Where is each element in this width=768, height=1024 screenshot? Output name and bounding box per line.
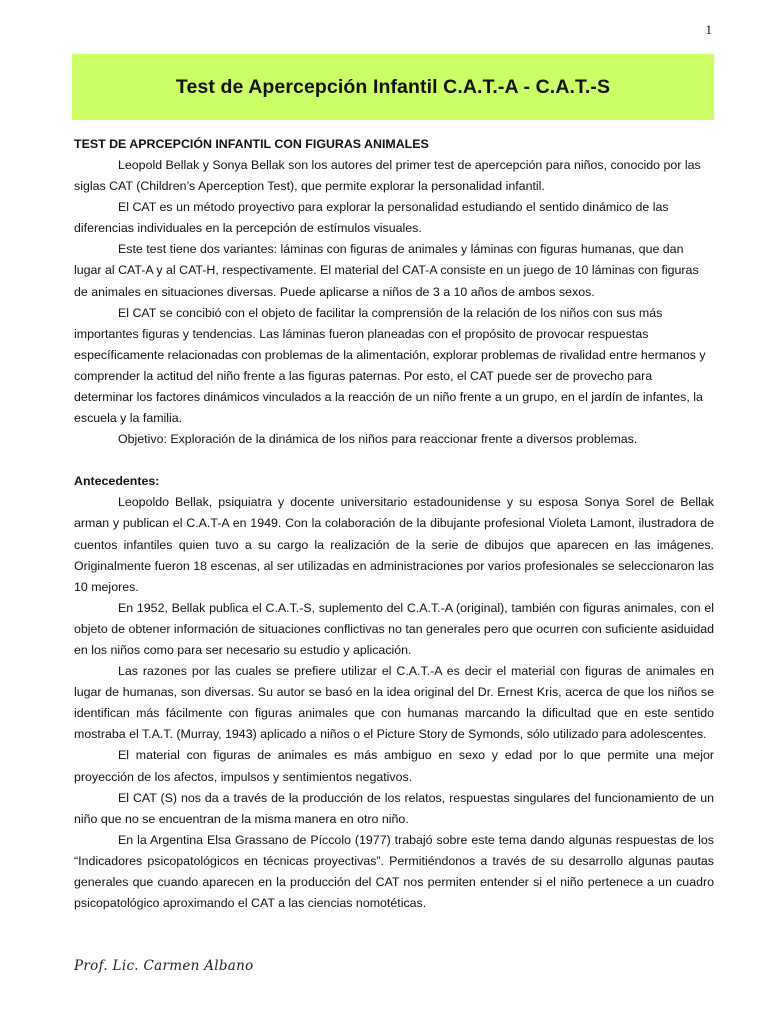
signature: Prof. Lic. Carmen Albano [74,958,254,974]
paragraph: El CAT es un método proyectivo para explorar la personalidad estudiando el sentido dinámico de las diferencias individuales en la percepción de estímulos visuales. [74,200,669,236]
title-banner [72,54,714,120]
document-body [74,134,714,914]
section-heading-cat: TEST DE APRCEPCIÓN INFANTIL CON FIGURAS ANIMALES [74,137,429,151]
paragraph: En la Argentina Elsa Grassano de Píccolo (1977) trabajó sobre este tema dando algunas respuestas de los “Indicadores psicopatológicos en técnicas proyectivas”. Permitiéndonos a través de su desarrollo algunas pautas generales que cuando aparecen en la producción del CAT nos permiten entender si el niño pertenece a un cuadro psicopatológico aproximando el CAT a las ciencias nomotéticas. [74,832,714,911]
paragraph: El CAT (S) nos da a través de la producción de los relatos, respuestas singulares del funcionamiento de un niño que no se encuentran de la misma manera en otro niño. [74,790,714,826]
page-number: 1 [705,22,712,37]
section-heading-antecedentes: Antecedentes: [74,474,160,489]
paragraph: Las razones por las cuales se prefiere utilizar el C.A.T.-A es decir el material con figuras de animales en lugar de humanas, son diversas. Su autor se basó en la idea original del Dr. Ernest Kris, acerca de que los niños se identifican más fácilmente con figuras animales que con humanas marcando la dificultad que en este sentido mostraba el T.A.T. (Murray, 1943) aplicado a niños o el Picture Story de Symonds, sólo utilizado para adolescentes. [74,664,714,742]
paragraph: Este test tiene dos variantes: láminas con figuras de animales y láminas con figuras humanas, que dan lugar al CAT-A y al CAT-H, respectivamente. El material del CAT-A consiste en un juego de 10 láminas con figuras de animales en situaciones diversas. Puede aplicarse a niños de 3 a 10 años de ambos sexos. [74,242,699,299]
paragraph: Objetivo: Exploración de la dinámica de los niños para reaccionar frente a diversos problemas. [118,432,638,447]
paragraph: Leopoldo Bellak, psiquiatra y docente universitario estadounidense y su esposa Sonya Sorel de Bellak arman y publican el C.A.T-A en 1949. Con la colaboración de la dibujante profesional Violeta Lamont, ilustradora de cuentos infantiles quien tuvo a su cargo la realización de la serie de dibujos que aparecen en las imágenes. Originalmente fueron 18 escenas, al ser utilizadas en administraciones por varios profesionales se seleccionaron las 10 mejores. [74,495,714,594]
paragraph: El CAT se concibió con el objeto de facilitar la comprensión de la relación de los niños con sus más importantes figuras y tendencias. Las láminas fueron planeadas con el propósito de provocar respuestas específicamente relacionadas con problemas de la alimentación, explorar problemas de rivalidad entre hermanos y comprender la actitud del niño frente a las figuras paternas. Por esto, el CAT puede ser de provecho para determinar los factores dinámicos vinculados a la reacción de un niño frente a un grupo, en el jardín de infantes, la escuela y la familia. [74,305,706,426]
document-title: Test de Apercepción Infantil C.A.T.-A - C.A.T.-S [175,75,611,98]
paragraph: En 1952, Bellak publica el C.A.T.-S, suplemento del C.A.T.-A (original), también con figuras animales, con el objeto de obtener información de situaciones conflictivas no tan generales pero que ocurren con suficiente asiduidad en los niños como para ser necesario su estudio y aplicación. [74,600,714,657]
paragraph: El material con figuras de animales es más ambiguo en sexo y edad por lo que permite una mejor proyección de los afectos, impulsos y sentimientos negativos. [74,748,714,784]
paragraph: Leopold Bellak y Sonya Bellak son los autores del primer test de apercepción para niños, conocido por las siglas CAT (Children’s Aperception Test), que permite explorar la personalidad infantil. [74,158,701,194]
